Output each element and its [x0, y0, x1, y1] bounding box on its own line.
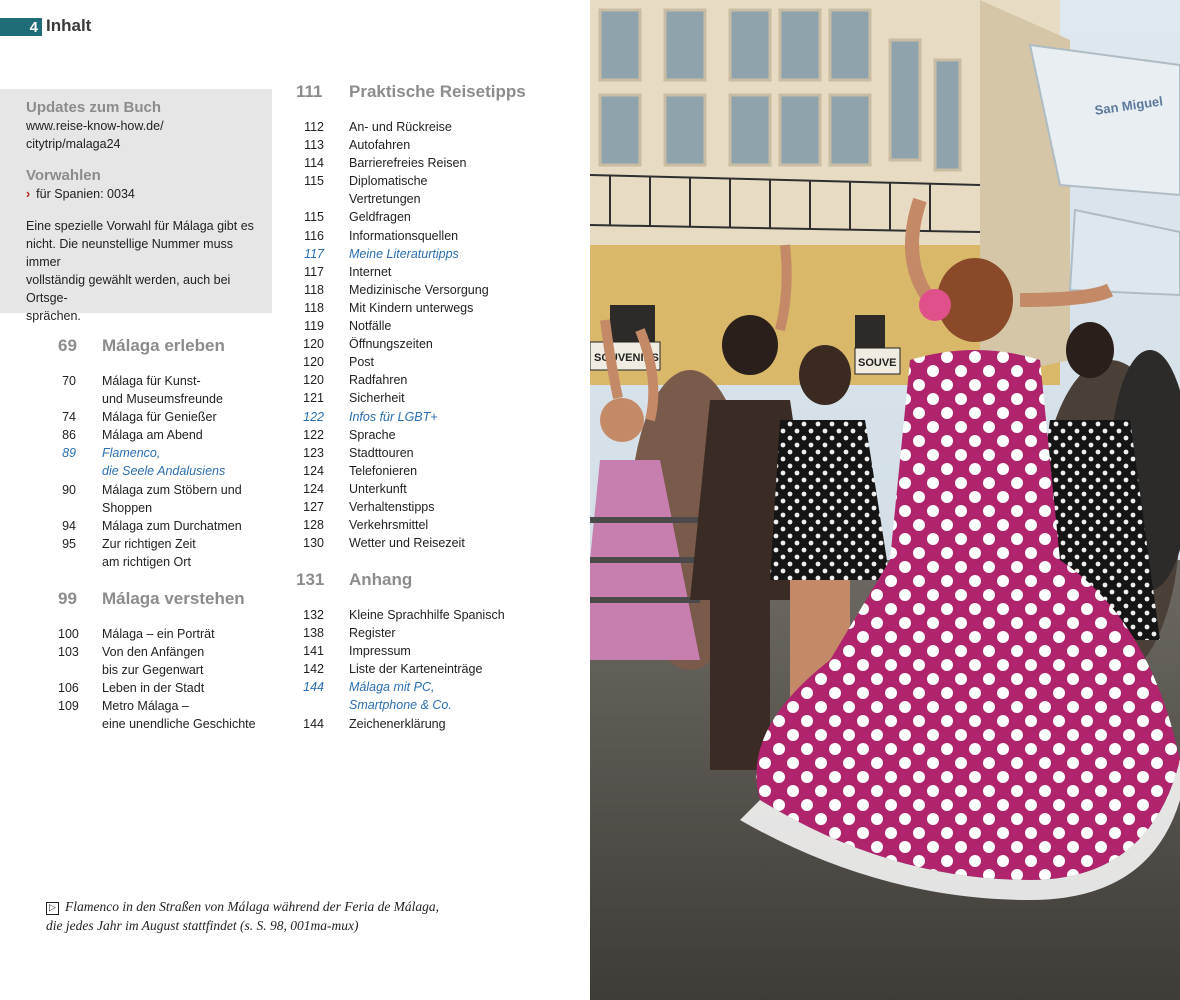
- toc-entry[interactable]: [58, 444, 242, 462]
- toc-entry-title: bis zur Gegenwart: [102, 663, 204, 678]
- prefix-note: [26, 217, 258, 325]
- toc-entry-page: 115: [304, 210, 324, 225]
- toc-section-erleben: [58, 336, 242, 571]
- toc-entry-title: Infos für LGBT+: [349, 409, 438, 424]
- page-number: 4: [0, 18, 42, 36]
- toc-entry-title: Smartphone & Co.: [349, 698, 452, 713]
- toc-entry-page: 122: [303, 409, 324, 424]
- toc-entry-title: Sicherheit: [349, 391, 405, 406]
- toc-entry-page: 114: [304, 156, 324, 171]
- toc-heading-title: Málaga verstehen: [102, 589, 245, 608]
- toc-entry[interactable]: [296, 606, 505, 624]
- toc-entry-page: 127: [303, 499, 324, 514]
- photo-caption: [46, 897, 466, 935]
- toc-heading-number: 69: [58, 336, 77, 355]
- hair-flower: [919, 289, 951, 321]
- toc-entry[interactable]: [296, 389, 526, 407]
- toc-entry[interactable]: [58, 481, 242, 499]
- toc-entry-title: An- und Rückreise: [349, 120, 452, 134]
- toc-entry-page: 94: [62, 518, 76, 533]
- toc-entry[interactable]: [58, 408, 242, 426]
- toc-entry-page: 86: [62, 428, 76, 443]
- toc-entry-title: Zeichenerklärung: [349, 716, 446, 731]
- toc-entry-page: [296, 190, 324, 208]
- toc-entry-title: Diplomatische: [349, 174, 428, 189]
- toc-entry[interactable]: [58, 715, 256, 733]
- toc-entry-title: Öffnungszeiten: [349, 337, 433, 352]
- toc-entry-page: 120: [303, 373, 324, 388]
- prefix-note-line: nicht. Die neunstellige Nummer muss immer: [26, 237, 234, 269]
- toc-entry[interactable]: [58, 643, 256, 661]
- toc-entry[interactable]: [296, 426, 526, 444]
- toc-entry-title: Telefonieren: [349, 463, 418, 478]
- toc-entries: [58, 372, 242, 571]
- toc-entry[interactable]: [58, 697, 256, 715]
- toc-entry-title: Málaga für Genießer: [102, 410, 217, 425]
- photo-ref-icon: ▷: [46, 902, 59, 915]
- toc-entry[interactable]: [58, 661, 256, 679]
- toc-entry[interactable]: [296, 498, 526, 516]
- toc-entry[interactable]: [296, 208, 526, 226]
- info-box: [0, 89, 272, 323]
- toc-entry-page: 124: [303, 463, 324, 478]
- arched-window: [855, 315, 885, 350]
- toc-entry-page: 128: [303, 518, 324, 533]
- caption-line2: die jedes Jahr im August stattfindet (s. S. 98, 001ma-mux): [46, 918, 359, 933]
- toc-entry[interactable]: [58, 499, 242, 517]
- toc-entry-page: 118: [304, 300, 324, 315]
- toc-entry-page: 117: [304, 246, 324, 261]
- toc-entry[interactable]: [296, 245, 526, 263]
- toc-entry-page: [58, 661, 76, 679]
- toc-entry[interactable]: [58, 517, 242, 535]
- toc-entry[interactable]: [296, 516, 526, 534]
- toc-heading: [296, 570, 505, 596]
- toc-entry-title: Liste der Karteneinträge: [349, 662, 483, 677]
- toc-entry-title: Informationsquellen: [349, 228, 459, 243]
- toc-entry-page: 90: [62, 482, 76, 497]
- toc-heading-number: 131: [296, 570, 325, 589]
- toc-entry[interactable]: [296, 172, 526, 190]
- toc-section-anhang: [296, 570, 505, 733]
- toc-entry-title: Verkehrsmittel: [349, 518, 429, 533]
- toc-entry-page: 117: [304, 264, 324, 279]
- toc-heading: [296, 82, 526, 108]
- toc-entry-title: Flamenco,: [102, 446, 161, 461]
- toc-heading-title: Málaga erleben: [102, 336, 225, 355]
- toc-entry-title: Shoppen: [102, 500, 153, 515]
- toc-entry-title: Register: [349, 626, 396, 641]
- toc-entry-page: 120: [303, 355, 324, 370]
- toc-entry-title: Málaga am Abend: [102, 428, 203, 443]
- prefix-item-text: für Spanien: 0034: [36, 187, 135, 201]
- prefix-item: [26, 185, 258, 203]
- toc-entry-title: Leben in der Stadt: [102, 681, 205, 696]
- toc-entry-title: Radfahren: [349, 373, 408, 388]
- toc-entry[interactable]: [296, 408, 526, 426]
- toc-entry[interactable]: [296, 696, 505, 714]
- toc-entries: [58, 625, 256, 734]
- toc-entry-page: 118: [304, 282, 324, 297]
- toc-entry[interactable]: [296, 624, 505, 642]
- prefix-note-line: vollständig gewählt werden, auch bei Ortsge-: [26, 273, 231, 305]
- toc-entry[interactable]: [296, 227, 526, 245]
- toc-entry-title: Autofahren: [349, 138, 411, 153]
- toc-entry[interactable]: [296, 154, 526, 172]
- toc-entry-title: eine unendliche Geschichte: [102, 717, 256, 732]
- toc-entry-page: 130: [303, 536, 324, 551]
- toc-entry-title: Málaga zum Durchatmen: [102, 518, 242, 533]
- toc-entry-title: und Museumsfreunde: [102, 392, 223, 407]
- toc-entry-page: 70: [62, 374, 76, 388]
- toc-entry-title: Internet: [349, 264, 392, 279]
- toc-entry-title: Zur richtigen Zeit: [102, 536, 196, 551]
- toc-entry-title: Geldfragen: [349, 210, 411, 225]
- toc-entry-page: 115: [304, 174, 324, 189]
- toc-entry[interactable]: [296, 462, 526, 480]
- toc-entry[interactable]: [58, 372, 242, 390]
- toc-entry-page: [58, 462, 76, 480]
- toc-entry-title: am richtigen Ort: [102, 554, 191, 569]
- toc-entry-page: 109: [58, 699, 79, 714]
- toc-entry-title: Málaga mit PC,: [349, 680, 435, 695]
- toc-entry[interactable]: [296, 317, 526, 335]
- toc-entry-page: 122: [303, 427, 324, 442]
- toc-entry[interactable]: [296, 534, 526, 552]
- toc-entry[interactable]: [296, 371, 526, 389]
- toc-entry-title: Impressum: [349, 644, 411, 659]
- toc-entry[interactable]: [296, 678, 505, 696]
- toc-entry[interactable]: [58, 679, 256, 697]
- chevron-right-icon: ›: [26, 187, 31, 201]
- toc-entry-title: Málaga zum Stöbern und: [102, 482, 242, 497]
- toc-entry-page: 103: [58, 645, 79, 660]
- flamenco-photo-drawing: [590, 0, 1180, 1000]
- toc-entry[interactable]: [296, 281, 526, 299]
- toc-entry-title: Stadttouren: [349, 445, 414, 460]
- toc-entry-title: Málaga für Kunst-: [102, 374, 201, 388]
- toc-entry-page: 116: [304, 228, 324, 243]
- toc-entry[interactable]: [296, 715, 505, 733]
- toc-entry-title: Mit Kindern unterwegs: [349, 300, 474, 315]
- shop-sign-1-text: SOUVENIRS: [594, 352, 659, 364]
- toc-entry[interactable]: [58, 625, 256, 643]
- shop-sign-2-text: SOUVE: [858, 357, 897, 369]
- toc-entry-page: 100: [58, 627, 79, 641]
- toc-entry-page: 95: [62, 536, 76, 551]
- street-banner-text: San Miguel: [1093, 93, 1164, 118]
- toc-entry-page: 119: [304, 319, 324, 334]
- updates-heading: Updates zum Buch: [26, 99, 162, 116]
- toc-entry[interactable]: [58, 535, 242, 553]
- toc-entry-page: 138: [303, 626, 324, 641]
- toc-entry[interactable]: [296, 118, 526, 136]
- prefix-note-line: sprächen.: [26, 309, 81, 323]
- toc-entry[interactable]: [296, 660, 505, 678]
- toc-entry-title: Post: [349, 355, 375, 370]
- toc-heading-title: Praktische Reisetipps: [349, 82, 526, 101]
- toc-entry-title: Kleine Sprachhilfe Spanisch: [349, 608, 505, 622]
- toc-entry-title: Barrierefreies Reisen: [349, 156, 467, 171]
- toc-entry-page: 120: [303, 337, 324, 352]
- toc-entry-page: 106: [58, 681, 79, 696]
- toc-entry-title: Sprache: [349, 427, 396, 442]
- toc-entry[interactable]: [58, 462, 242, 480]
- toc-entry[interactable]: [296, 299, 526, 317]
- toc-entry[interactable]: [58, 426, 242, 444]
- toc-entry[interactable]: [58, 553, 242, 571]
- toc-entry-title: Verhaltenstipps: [349, 499, 435, 514]
- toc-entry-page: [58, 499, 76, 517]
- toc-entry-page: 112: [304, 120, 324, 134]
- toc-entry-title: Unterkunft: [349, 481, 407, 496]
- updates-url-line2[interactable]: citytrip/malaga24: [26, 137, 121, 151]
- toc-section-verstehen: [58, 589, 256, 734]
- toc-entry-page: 123: [303, 445, 324, 460]
- toc-section-reisetipps: [296, 82, 526, 552]
- toc-entry-page: [58, 553, 76, 571]
- page-title: Inhalt: [46, 16, 92, 35]
- toc-entry-page: 141: [303, 644, 324, 659]
- toc-entry[interactable]: [296, 353, 526, 371]
- toc-entry-page: 132: [303, 608, 324, 622]
- caption-line1: Flamenco in den Straßen von Málaga während der Feria de Málaga,: [65, 899, 440, 914]
- prefix-note-line: Eine spezielle Vorwahl für Málaga gibt es: [26, 219, 254, 233]
- toc-heading-number: 99: [58, 589, 77, 608]
- toc-entry[interactable]: [296, 136, 526, 154]
- toc-entry-title: Von den Anfängen: [102, 645, 205, 660]
- toc-entry-page: 124: [303, 481, 324, 496]
- toc-entry-page: 89: [62, 446, 76, 461]
- toc-entry-title: Notfälle: [349, 319, 392, 334]
- toc-entries: [296, 606, 505, 733]
- toc-heading: [58, 336, 242, 362]
- toc-heading-title: Anhang: [349, 570, 413, 589]
- toc-entry-page: 144: [303, 680, 324, 695]
- toc-entry-page: 113: [304, 138, 324, 153]
- toc-entry[interactable]: [296, 480, 526, 498]
- toc-entries: [296, 118, 526, 552]
- dancer-right-head: [1066, 322, 1114, 378]
- prefix-heading: Vorwahlen: [26, 167, 101, 184]
- toc-entry-page: [296, 696, 324, 714]
- toc-entry-title: Metro Málaga –: [102, 699, 189, 714]
- toc-entry-page: 144: [303, 716, 324, 731]
- toc-entry[interactable]: [296, 444, 526, 462]
- toc-entry-page: 121: [303, 391, 324, 406]
- toc-entry-title: Meine Literaturtipps: [349, 246, 459, 261]
- toc-heading: [58, 589, 256, 615]
- toc-entry[interactable]: [296, 190, 526, 208]
- flamenco-photo: [590, 0, 1180, 1000]
- toc-entry-page: [58, 715, 76, 733]
- toc-entry-title: Málaga – ein Porträt: [102, 627, 215, 641]
- toc-entry-page: [58, 390, 76, 408]
- toc-entry[interactable]: [296, 263, 526, 281]
- toc-entry-page: 74: [62, 410, 76, 425]
- toc-entry-title: Vertretungen: [349, 192, 421, 207]
- toc-entry-title: Medizinische Versorgung: [349, 282, 489, 297]
- toc-entry-page: 142: [303, 662, 324, 677]
- toc-entry-title: die Seele Andalusiens: [102, 464, 226, 479]
- updates-url-line1[interactable]: www.reise-know-how.de/: [26, 119, 164, 133]
- toc-entry-title: Wetter und Reisezeit: [349, 536, 465, 551]
- toc-heading-number: 111: [296, 82, 323, 101]
- toc-entry[interactable]: [296, 642, 505, 660]
- toc-entry[interactable]: [296, 335, 526, 353]
- toc-entry[interactable]: [58, 390, 242, 408]
